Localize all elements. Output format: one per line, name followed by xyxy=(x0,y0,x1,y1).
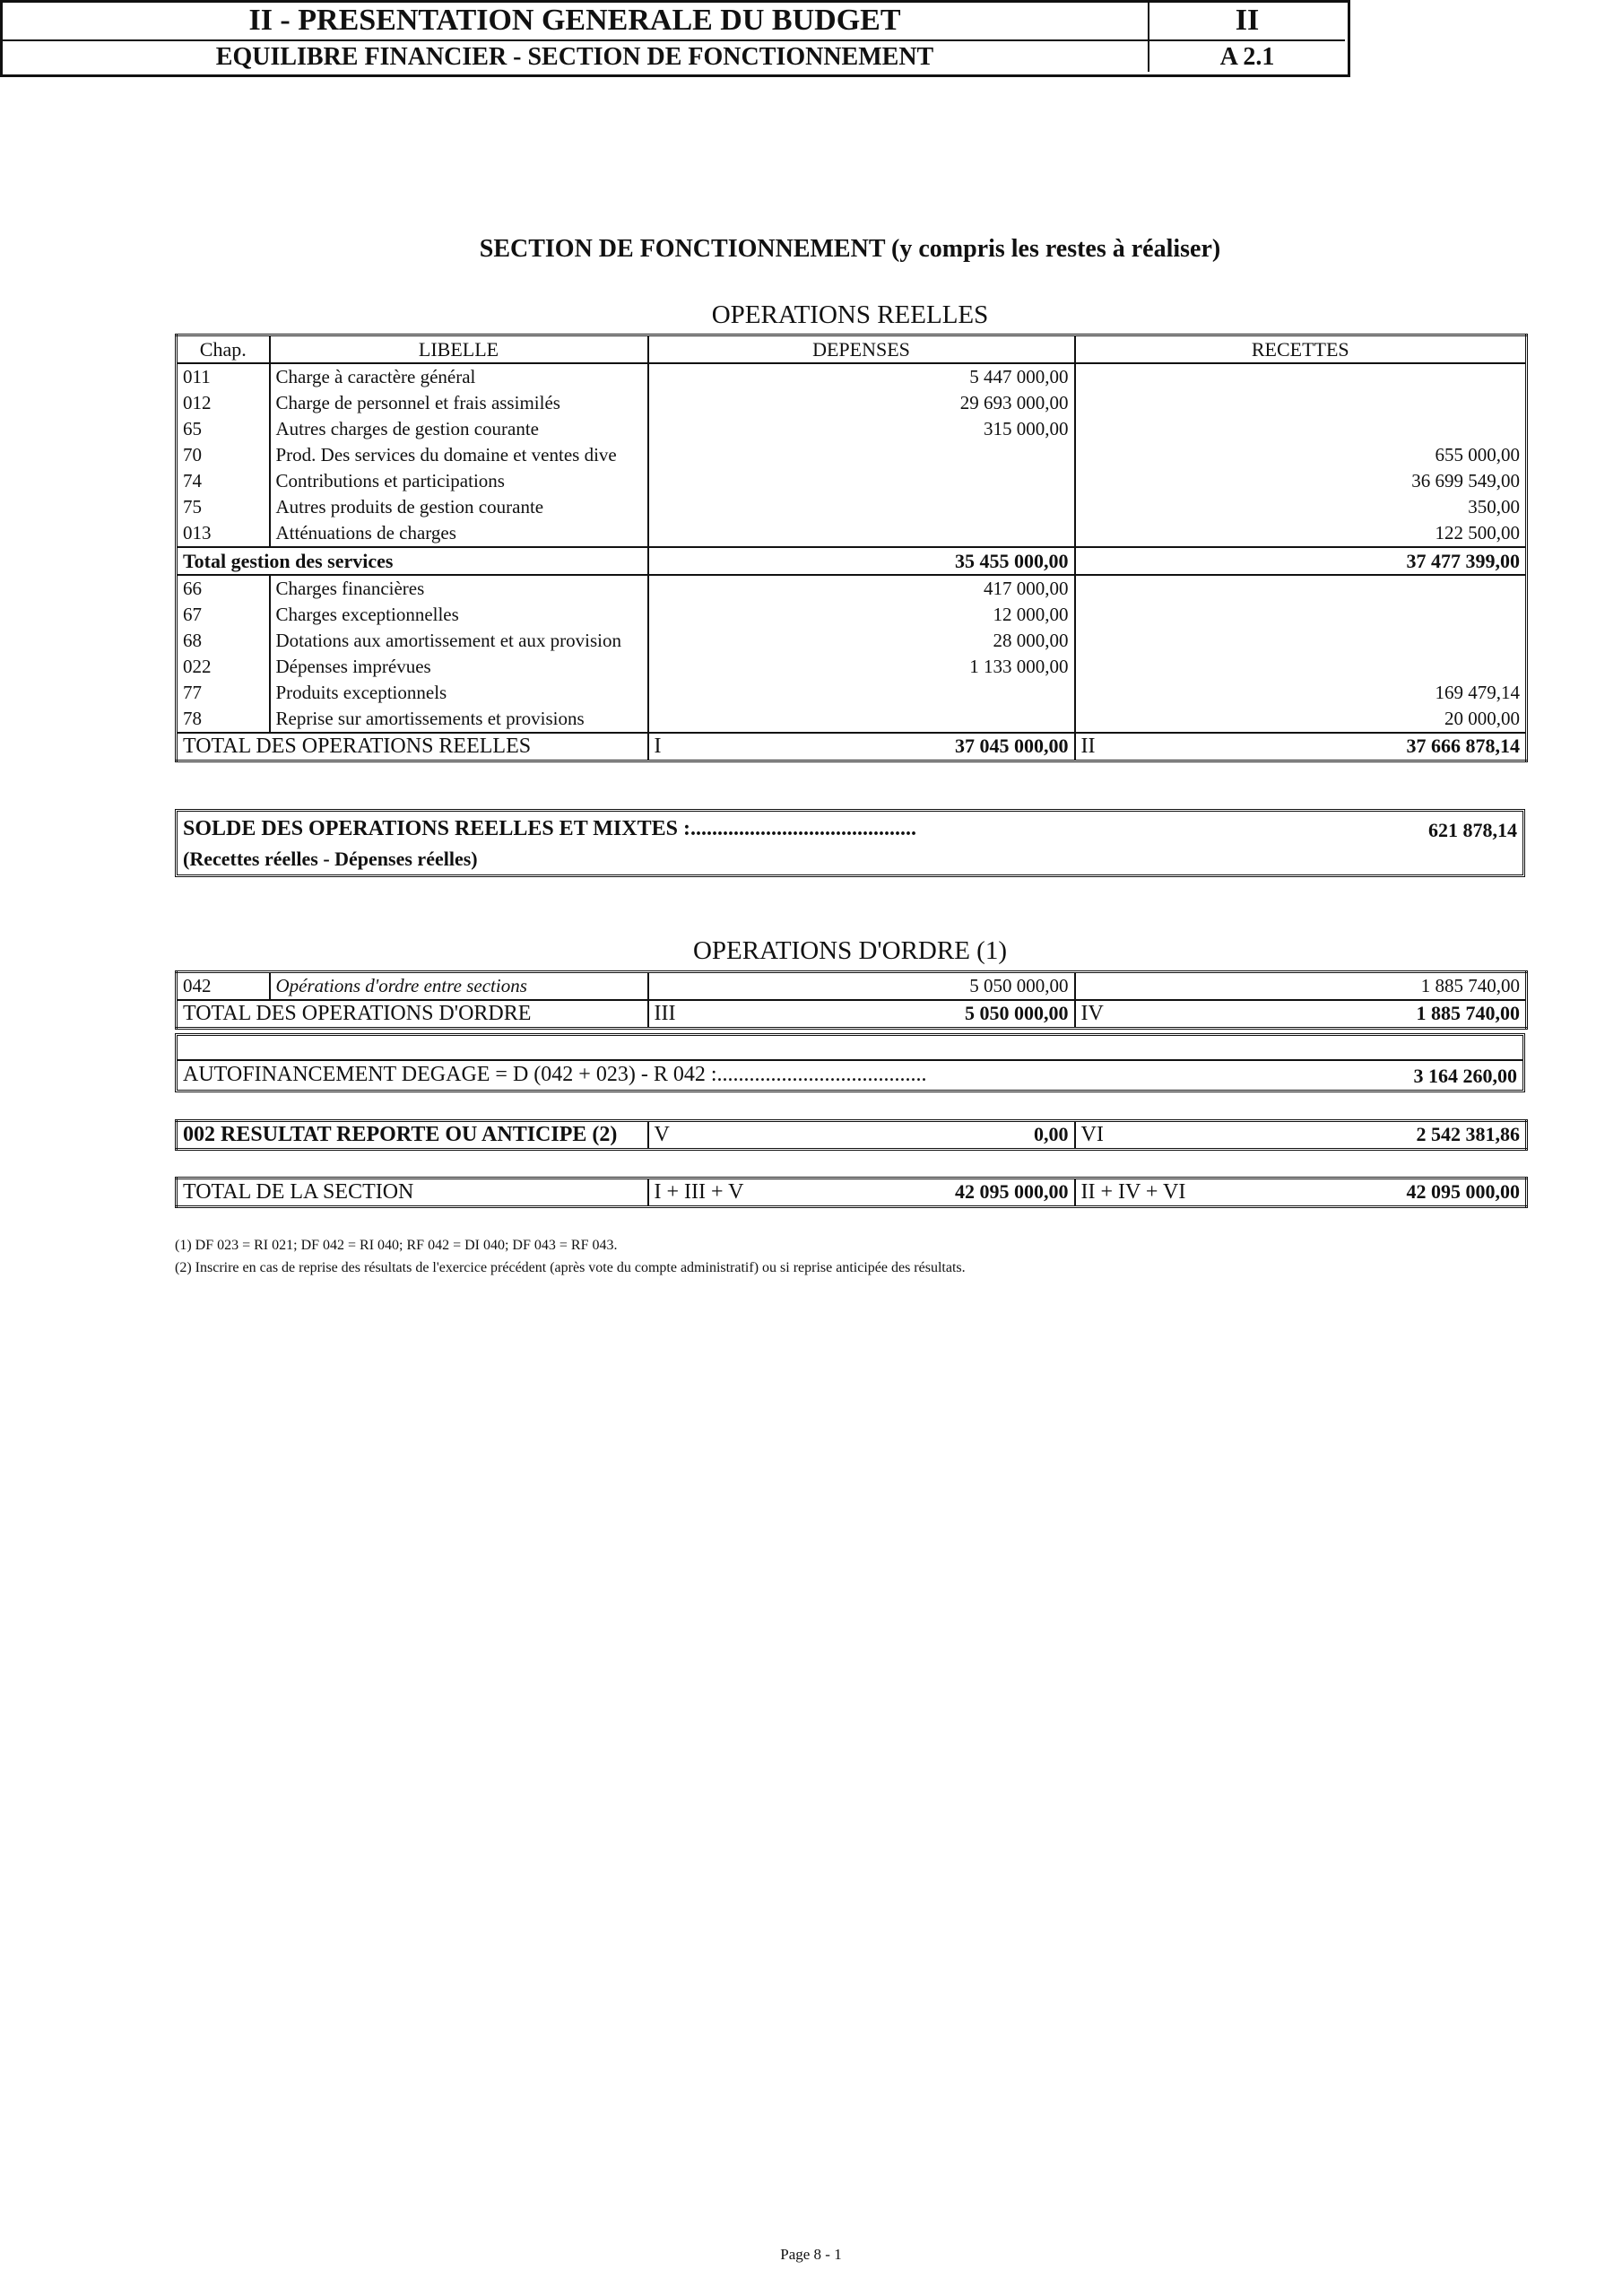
autofinancement-label: AUTOFINANCEMENT DEGAGE = D (042 + 023) - R 042 :....................................... xyxy=(183,1063,927,1086)
depenses-cell: 5 447 000,00 xyxy=(648,363,1075,390)
table-row xyxy=(177,468,1527,494)
depenses-cell: 1 133 000,00 xyxy=(648,654,1075,680)
chap-cell: 77 xyxy=(183,682,202,703)
total-reelles-recettes: 37 666 878,14 xyxy=(1406,735,1520,757)
reelles-rows-other xyxy=(177,575,1527,733)
recettes-cell xyxy=(1075,602,1527,628)
total-reelles-code-rec: II xyxy=(1080,735,1096,758)
libelle-cell: Prod. Des services du domaine et ventes dive xyxy=(270,442,648,468)
libelle-cell: Autres charges de gestion courante xyxy=(270,416,648,442)
total-ordre-depenses: 5 050 000,00 xyxy=(965,1002,1069,1024)
table-row xyxy=(177,628,1527,654)
chap-cell: 67 xyxy=(183,604,202,625)
operations-ordre-title: OPERATIONS D'ORDRE (1) xyxy=(692,936,1007,965)
depenses-cell: 29 693 000,00 xyxy=(648,390,1075,416)
table-row xyxy=(177,363,1527,390)
total-section-depenses-cell xyxy=(648,1178,1075,1207)
table-row xyxy=(177,706,1527,733)
recettes-cell: 655 000,00 xyxy=(1075,442,1527,468)
total-ordre-recettes-cell xyxy=(1075,1000,1527,1029)
depenses-cell: 12 000,00 xyxy=(648,602,1075,628)
header-code: II xyxy=(1235,4,1260,37)
table-row xyxy=(177,442,1527,468)
total-reelles-row xyxy=(177,733,1527,761)
table-row xyxy=(177,520,1527,547)
libelle-cell: Dotations aux amortissement et aux provision xyxy=(270,628,648,654)
table-row xyxy=(177,575,1527,602)
depenses-cell: 28 000,00 xyxy=(648,628,1075,654)
chap-cell: 78 xyxy=(183,708,202,729)
col-header-depenses: DEPENSES xyxy=(648,335,1075,364)
total-ordre-label: TOTAL DES OPERATIONS D'ORDRE xyxy=(183,1002,532,1025)
depenses-cell xyxy=(648,706,1075,733)
table-row xyxy=(177,416,1527,442)
depenses-cell xyxy=(648,494,1075,520)
recettes-cell xyxy=(1075,575,1527,602)
resultat-row xyxy=(177,1121,1527,1150)
operations-reelles-table xyxy=(175,334,1528,762)
solde-subtitle: (Recettes réelles - Dépenses réelles) xyxy=(183,848,478,870)
solde-box xyxy=(175,809,1525,877)
footnote-1: (1) DF 023 = RI 021; DF 042 = RI 040; RF 042 = DI 040; DF 043 = RF 043. xyxy=(175,1238,618,1253)
resultat-table xyxy=(175,1119,1528,1151)
total-reelles-recettes-cell xyxy=(1075,733,1527,761)
recettes-cell: 36 699 549,00 xyxy=(1075,468,1527,494)
depenses-cell xyxy=(648,520,1075,547)
depenses-cell: 417 000,00 xyxy=(648,575,1075,602)
ordre-depenses: 5 050 000,00 xyxy=(648,972,1075,1001)
depenses-cell: 315 000,00 xyxy=(648,416,1075,442)
table-row xyxy=(177,972,1527,1001)
libelle-cell: Charges financières xyxy=(270,575,648,602)
total-ordre-code-rec: IV xyxy=(1080,1002,1104,1025)
total-section-label: TOTAL DE LA SECTION xyxy=(183,1180,414,1204)
depenses-cell xyxy=(648,680,1075,706)
resultat-recettes: 2 542 381,86 xyxy=(1416,1123,1520,1145)
depenses-cell xyxy=(648,468,1075,494)
table-row xyxy=(177,680,1527,706)
total-gestion-row xyxy=(177,547,1527,575)
resultat-code-rec: VI xyxy=(1080,1123,1104,1146)
chap-cell: 75 xyxy=(183,496,202,517)
chap-cell: 68 xyxy=(183,630,202,651)
total-reelles-depenses-cell xyxy=(648,733,1075,761)
header-annex-code: A 2.1 xyxy=(1219,43,1275,71)
chap-cell: 012 xyxy=(183,392,212,413)
total-gestion-label: Total gestion des services xyxy=(183,549,394,572)
libelle-cell: Dépenses imprévues xyxy=(270,654,648,680)
reelles-rows-gestion xyxy=(177,363,1527,547)
total-reelles-code-dep: I xyxy=(654,735,662,758)
header-separator xyxy=(0,39,1345,41)
total-ordre-depenses-cell xyxy=(648,1000,1075,1029)
recettes-cell xyxy=(1075,416,1527,442)
page-number: Page 8 - 1 xyxy=(780,2246,842,2263)
col-header-chap: Chap. xyxy=(177,335,270,364)
autofinancement-separator xyxy=(178,1059,1522,1061)
libelle-cell: Autres produits de gestion courante xyxy=(270,494,648,520)
libelle-cell: Charges exceptionnelles xyxy=(270,602,648,628)
chap-cell: 011 xyxy=(183,366,211,387)
solde-label: SOLDE DES OPERATIONS REELLES ET MIXTES :.......................................... xyxy=(183,817,916,840)
libelle-cell: Charge de personnel et frais assimilés xyxy=(270,390,648,416)
total-reelles-label: TOTAL DES OPERATIONS REELLES xyxy=(183,735,532,758)
operations-ordre-table xyxy=(175,970,1528,1030)
col-header-recettes: RECETTES xyxy=(1075,335,1527,364)
chap-cell: 022 xyxy=(183,656,212,677)
autofinancement-value: 3 164 260,00 xyxy=(1413,1065,1517,1087)
col-header-libelle: LIBELLE xyxy=(270,335,648,364)
solde-value: 621 878,14 xyxy=(1428,819,1517,841)
document-header xyxy=(0,0,1350,77)
libelle-cell: Reprise sur amortissements et provisions xyxy=(270,706,648,733)
chap-cell: 013 xyxy=(183,522,212,544)
total-section-recettes: 42 095 000,00 xyxy=(1406,1180,1520,1203)
recettes-cell: 122 500,00 xyxy=(1075,520,1527,547)
autofinancement-box xyxy=(175,1033,1525,1092)
recettes-cell: 350,00 xyxy=(1075,494,1527,520)
operations-reelles-title: OPERATIONS REELLES xyxy=(711,300,989,329)
recettes-cell: 169 479,14 xyxy=(1075,680,1527,706)
libelle-cell: Produits exceptionnels xyxy=(270,680,648,706)
footnote-2: (2) Inscrire en cas de reprise des résultats de l'exercice précédent (après vote du compte administratif) ou si reprise anticipée des résultats. xyxy=(175,1260,966,1275)
resultat-code-dep: V xyxy=(654,1123,670,1146)
total-section-row xyxy=(177,1178,1527,1207)
libelle-cell: Charge à caractère général xyxy=(270,363,648,390)
chap-cell: 70 xyxy=(183,444,202,465)
total-section-code-rec: II + IV + VI xyxy=(1080,1180,1186,1204)
chap-cell: 74 xyxy=(183,470,202,491)
total-section-depenses: 42 095 000,00 xyxy=(955,1180,1069,1203)
depenses-cell xyxy=(648,442,1075,468)
libelle-cell: Atténuations de charges xyxy=(270,520,648,547)
resultat-depenses: 0,00 xyxy=(1034,1123,1069,1145)
recettes-cell xyxy=(1075,363,1527,390)
total-section-code-dep: I + III + V xyxy=(654,1180,744,1204)
resultat-label: 002 RESULTAT REPORTE OU ANTICIPE (2) xyxy=(183,1123,618,1146)
recettes-cell xyxy=(1075,390,1527,416)
table-row xyxy=(177,602,1527,628)
recettes-cell: 20 000,00 xyxy=(1075,706,1527,733)
recettes-cell xyxy=(1075,654,1527,680)
total-gestion-depenses: 35 455 000,00 xyxy=(648,547,1075,575)
table-row xyxy=(177,494,1527,520)
resultat-depenses-cell xyxy=(648,1121,1075,1150)
ordre-recettes: 1 885 740,00 xyxy=(1075,972,1527,1001)
table-row xyxy=(177,390,1527,416)
total-ordre-code-dep: III xyxy=(654,1002,676,1025)
resultat-recettes-cell xyxy=(1075,1121,1527,1150)
total-gestion-recettes: 37 477 399,00 xyxy=(1075,547,1527,575)
total-section-table xyxy=(175,1177,1528,1208)
libelle-cell: Contributions et participations xyxy=(270,468,648,494)
header-title: II - PRESENTATION GENERALE DU BUDGET xyxy=(248,4,901,37)
recettes-cell xyxy=(1075,628,1527,654)
total-ordre-recettes: 1 885 740,00 xyxy=(1416,1002,1520,1024)
ordre-chap: 042 xyxy=(183,975,212,996)
header-divider xyxy=(1148,0,1149,72)
chap-cell: 65 xyxy=(183,418,202,439)
total-ordre-row xyxy=(177,1000,1527,1029)
total-reelles-depenses: 37 045 000,00 xyxy=(955,735,1069,757)
table-row xyxy=(177,654,1527,680)
section-title: SECTION DE FONCTIONNEMENT (y compris les restes à réaliser) xyxy=(479,235,1221,263)
header-subtitle: EQUILIBRE FINANCIER - SECTION DE FONCTIONNEMENT xyxy=(215,43,934,71)
total-section-recettes-cell xyxy=(1075,1178,1527,1207)
table-header-row xyxy=(177,335,1527,364)
chap-cell: 66 xyxy=(183,578,202,599)
ordre-libelle: Opérations d'ordre entre sections xyxy=(270,972,648,1001)
